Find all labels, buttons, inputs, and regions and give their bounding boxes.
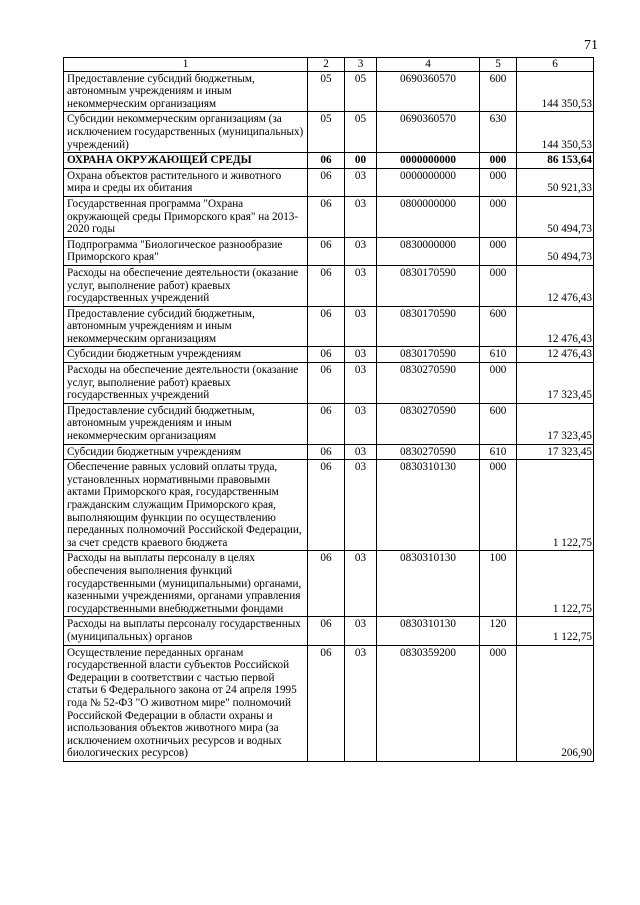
row-name-cell: Подпрограмма "Биологическое разнообразие Приморского края" xyxy=(64,237,308,265)
subsection-code-cell: 03 xyxy=(345,265,377,306)
subsection-code-cell: 03 xyxy=(345,444,377,460)
row-name-cell: Охрана объектов растительного и животного мира и среды их обитания xyxy=(64,168,308,196)
subsection-code-cell: 03 xyxy=(345,168,377,196)
column-header: 5 xyxy=(480,58,517,72)
target-article-cell: 0830000000 xyxy=(377,237,480,265)
subsection-code-cell: 03 xyxy=(345,551,377,617)
expense-type-cell: 120 xyxy=(480,617,517,645)
row-name-cell: Предоставление субсидий бюджетным, автономным учреждениям и иным некоммерческим организациям xyxy=(64,71,308,112)
row-name-cell: Расходы на обеспечение деятельности (оказание услуг, выполнение работ) краевых государственных учреждений xyxy=(64,363,308,404)
table-row xyxy=(64,237,594,265)
target-article-cell: 0830359200 xyxy=(377,645,480,761)
budget-table xyxy=(63,57,594,762)
row-name-cell: Расходы на выплаты персоналу государственных (муниципальных) органов xyxy=(64,617,308,645)
section-code-cell: 06 xyxy=(308,617,345,645)
amount-cell: 1 122,75 xyxy=(517,460,594,551)
row-name-cell: Обеспечение равных условий оплаты труда, установленных нормативными правовыми актами Приморского края, государственным гражданским служащим Приморского края, выполняющим функции по осуществлению переданных полномочий Российской Федерации, за счет средств краевого бюджета xyxy=(64,460,308,551)
expense-type-cell: 000 xyxy=(480,460,517,551)
subsection-code-cell: 03 xyxy=(345,403,377,444)
target-article-cell: 0000000000 xyxy=(377,153,480,169)
target-article-cell: 0830170590 xyxy=(377,347,480,363)
table-row xyxy=(64,444,594,460)
target-article-cell: 0690360570 xyxy=(377,112,480,153)
subsection-code-cell: 03 xyxy=(345,306,377,347)
table-row xyxy=(64,363,594,404)
column-header: 3 xyxy=(345,58,377,72)
section-code-cell: 06 xyxy=(308,551,345,617)
amount-cell: 17 323,45 xyxy=(517,444,594,460)
table-row xyxy=(64,551,594,617)
section-code-cell: 06 xyxy=(308,347,345,363)
subsection-code-cell: 00 xyxy=(345,153,377,169)
expense-type-cell: 000 xyxy=(480,645,517,761)
section-code-cell: 05 xyxy=(308,112,345,153)
amount-cell: 1 122,75 xyxy=(517,551,594,617)
section-code-cell: 06 xyxy=(308,153,345,169)
expense-type-cell: 000 xyxy=(480,153,517,169)
amount-cell: 12 476,43 xyxy=(517,306,594,347)
subsection-code-cell: 05 xyxy=(345,112,377,153)
row-name-cell: Осуществление переданных органам государственной власти субъектов Российской Федерации в соответствии с частью первой статьи 6 Федерального закона от 24 апреля 1995 года № 52-ФЗ "О животном мире" полномочий Российской Федерации в области охраны и использования объектов животного мира (за исключением охотничьих ресурсов и водных биологических ресурсов) xyxy=(64,645,308,761)
table-row xyxy=(64,153,594,169)
amount-cell: 50 494,73 xyxy=(517,196,594,237)
subsection-code-cell: 05 xyxy=(345,71,377,112)
expense-type-cell: 600 xyxy=(480,403,517,444)
row-name-cell: Субсидии некоммерческим организациям (за исключением государственных (муниципальных) учреждений) xyxy=(64,112,308,153)
section-code-cell: 05 xyxy=(308,71,345,112)
amount-cell: 17 323,45 xyxy=(517,363,594,404)
target-article-cell: 0830170590 xyxy=(377,306,480,347)
expense-type-cell: 630 xyxy=(480,112,517,153)
column-header: 4 xyxy=(377,58,480,72)
target-article-cell: 0830310130 xyxy=(377,617,480,645)
table-row xyxy=(64,112,594,153)
amount-cell: 50 921,33 xyxy=(517,168,594,196)
table-row xyxy=(64,306,594,347)
table-row xyxy=(64,168,594,196)
expense-type-cell: 600 xyxy=(480,306,517,347)
row-name-cell: Государственная программа "Охрана окружающей среды Приморского края" на 2013-2020 годы xyxy=(64,196,308,237)
table-row xyxy=(64,196,594,237)
target-article-cell: 0830310130 xyxy=(377,460,480,551)
section-code-cell: 06 xyxy=(308,237,345,265)
amount-cell: 12 476,43 xyxy=(517,347,594,363)
expense-type-cell: 000 xyxy=(480,265,517,306)
expense-type-cell: 100 xyxy=(480,551,517,617)
subsection-code-cell: 03 xyxy=(345,196,377,237)
row-name-cell: Субсидии бюджетным учреждениям xyxy=(64,347,308,363)
target-article-cell: 0830270590 xyxy=(377,363,480,404)
section-code-cell: 06 xyxy=(308,403,345,444)
subsection-code-cell: 03 xyxy=(345,363,377,404)
header-row xyxy=(64,58,594,72)
row-name-cell: ОХРАНА ОКРУЖАЮЩЕЙ СРЕДЫ xyxy=(64,153,308,169)
row-name-cell: Предоставление субсидий бюджетным, автономным учреждениям и иным некоммерческим организациям xyxy=(64,403,308,444)
expense-type-cell: 000 xyxy=(480,168,517,196)
expense-type-cell: 000 xyxy=(480,363,517,404)
table-row xyxy=(64,460,594,551)
amount-cell: 17 323,45 xyxy=(517,403,594,444)
row-name-cell: Субсидии бюджетным учреждениям xyxy=(64,444,308,460)
table-row xyxy=(64,347,594,363)
table-row xyxy=(64,403,594,444)
amount-cell: 86 153,64 xyxy=(517,153,594,169)
section-code-cell: 06 xyxy=(308,265,345,306)
subsection-code-cell: 03 xyxy=(345,347,377,363)
row-name-cell: Предоставление субсидий бюджетным, автономным учреждениям и иным некоммерческим организациям xyxy=(64,306,308,347)
expense-type-cell: 000 xyxy=(480,196,517,237)
subsection-code-cell: 03 xyxy=(345,237,377,265)
table-row xyxy=(64,617,594,645)
target-article-cell: 0800000000 xyxy=(377,196,480,237)
subsection-code-cell: 03 xyxy=(345,460,377,551)
column-header: 1 xyxy=(64,58,308,72)
section-code-cell: 06 xyxy=(308,460,345,551)
section-code-cell: 06 xyxy=(308,645,345,761)
expense-type-cell: 610 xyxy=(480,347,517,363)
section-code-cell: 06 xyxy=(308,196,345,237)
amount-cell: 144 350,53 xyxy=(517,71,594,112)
target-article-cell: 0000000000 xyxy=(377,168,480,196)
amount-cell: 144 350,53 xyxy=(517,112,594,153)
table-row xyxy=(64,645,594,761)
section-code-cell: 06 xyxy=(308,444,345,460)
target-article-cell: 0830270590 xyxy=(377,403,480,444)
target-article-cell: 0830310130 xyxy=(377,551,480,617)
page-number: 71 xyxy=(584,38,598,53)
expense-type-cell: 610 xyxy=(480,444,517,460)
amount-cell: 50 494,73 xyxy=(517,237,594,265)
table-body xyxy=(64,71,594,761)
column-header: 6 xyxy=(517,58,594,72)
amount-cell: 12 476,43 xyxy=(517,265,594,306)
row-name-cell: Расходы на выплаты персоналу в целях обеспечения выполнения функций государственными (муниципальными) органами, казенными учреждениями, органами управления государственными внебюджетными фондами xyxy=(64,551,308,617)
expense-type-cell: 600 xyxy=(480,71,517,112)
subsection-code-cell: 03 xyxy=(345,645,377,761)
section-code-cell: 06 xyxy=(308,306,345,347)
subsection-code-cell: 03 xyxy=(345,617,377,645)
target-article-cell: 0830170590 xyxy=(377,265,480,306)
target-article-cell: 0830270590 xyxy=(377,444,480,460)
row-name-cell: Расходы на обеспечение деятельности (оказание услуг, выполнение работ) краевых государственных учреждений xyxy=(64,265,308,306)
section-code-cell: 06 xyxy=(308,363,345,404)
target-article-cell: 0690360570 xyxy=(377,71,480,112)
amount-cell: 1 122,75 xyxy=(517,617,594,645)
table-row xyxy=(64,265,594,306)
section-code-cell: 06 xyxy=(308,168,345,196)
column-header: 2 xyxy=(308,58,345,72)
amount-cell: 206,90 xyxy=(517,645,594,761)
table-row xyxy=(64,71,594,112)
expense-type-cell: 000 xyxy=(480,237,517,265)
